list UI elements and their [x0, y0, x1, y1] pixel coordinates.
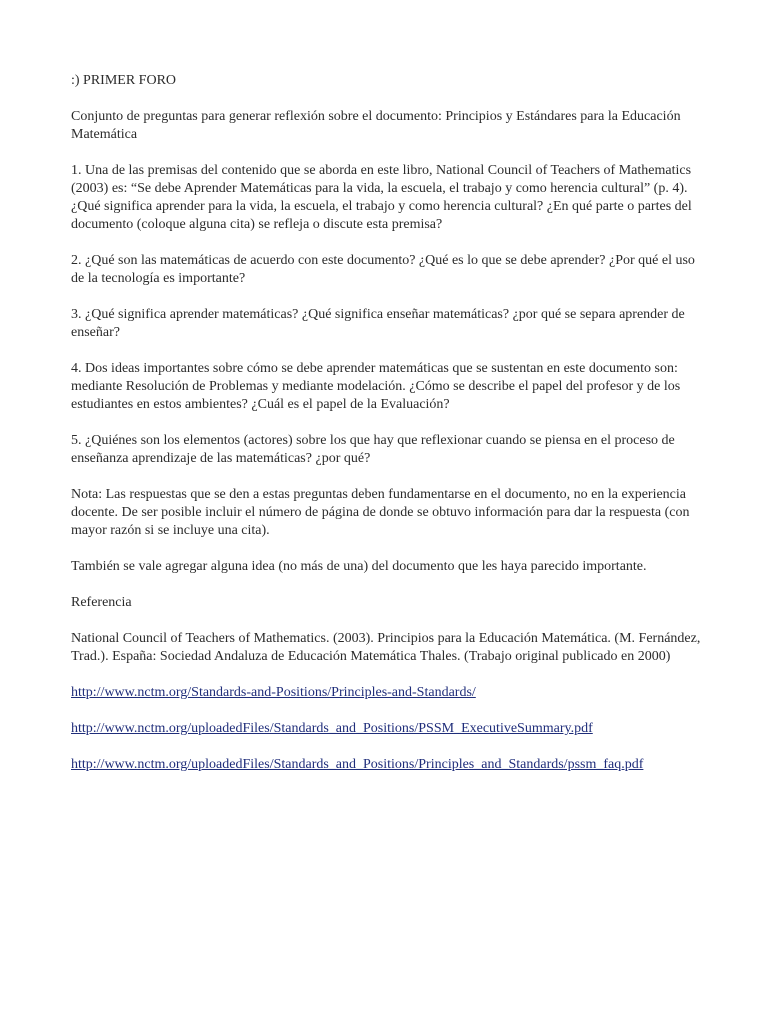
document-title: :) PRIMER FORO: [71, 73, 177, 88]
question-3: 3. ¿Qué significa aprender matemáticas? ¿Qué significa enseñar matemáticas? ¿por qué se separa aprender de enseñar?: [71, 307, 685, 340]
intro-paragraph: Conjunto de preguntas para generar reflexión sobre el documento: Principios y Estándares para la Educación Matemática: [71, 109, 681, 142]
link-pssm-faq[interactable]: http://www.nctm.org/uploadedFiles/Standards_and_Positions/Principles_and_Standards/pssm_faq.pdf: [71, 757, 644, 772]
reference-citation: National Council of Teachers of Mathematics. (2003). Principios para la Educación Matemática. (M. Fernández, Trad.). España: Sociedad Andaluza de Educación Matemática Thales. (Trabajo original publicado en 2000): [71, 631, 701, 664]
link-executive-summary[interactable]: http://www.nctm.org/uploadedFiles/Standards_and_Positions/PSSM_ExecutiveSummary.pdf: [71, 721, 593, 736]
question-2: 2. ¿Qué son las matemáticas de acuerdo con este documento? ¿Qué es lo que se debe aprender? ¿Por qué el uso de la tecnología es importante?: [71, 253, 695, 286]
question-1: 1. Una de las premisas del contenido que se aborda en este libro, National Council of Teachers of Mathematics (2003) es: “Se debe Aprender Matemáticas para la vida, la escuela, el trabajo y como herencia cultural” (p. 4). ¿Qué significa aprender para la vida, la escuela, el trabajo y como herencia cultural? ¿En qué parte o partes del documento (coloque alguna cita) se refleja o discute esta premisa?: [71, 163, 692, 232]
question-5: 5. ¿Quiénes son los elementos (actores) sobre los que hay que reflexionar cuando se piensa en el proceso de enseñanza aprendizaje de las matemáticas? ¿por qué?: [71, 433, 675, 466]
link-principles-standards[interactable]: http://www.nctm.org/Standards-and-Positions/Principles-and-Standards/: [71, 685, 476, 700]
note-paragraph: Nota: Las respuestas que se den a estas preguntas deben fundamentarse en el documento, no en la experiencia docente. De ser posible incluir el número de página de donde se obtuvo información para dar la respuesta (con mayor razón si se incluye una cita).: [71, 487, 690, 538]
extra-paragraph: También se vale agregar alguna idea (no más de una) del documento que les haya parecido importante.: [71, 559, 647, 574]
reference-heading: Referencia: [71, 595, 132, 610]
question-4: 4. Dos ideas importantes sobre cómo se debe aprender matemáticas que se sustentan en este documento son: mediante Resolución de Problemas y mediante modelación. ¿Cómo se describe el papel del profesor y de los estudiantes en estos ambientes? ¿Cuál es el papel de la Evaluación?: [71, 361, 681, 412]
